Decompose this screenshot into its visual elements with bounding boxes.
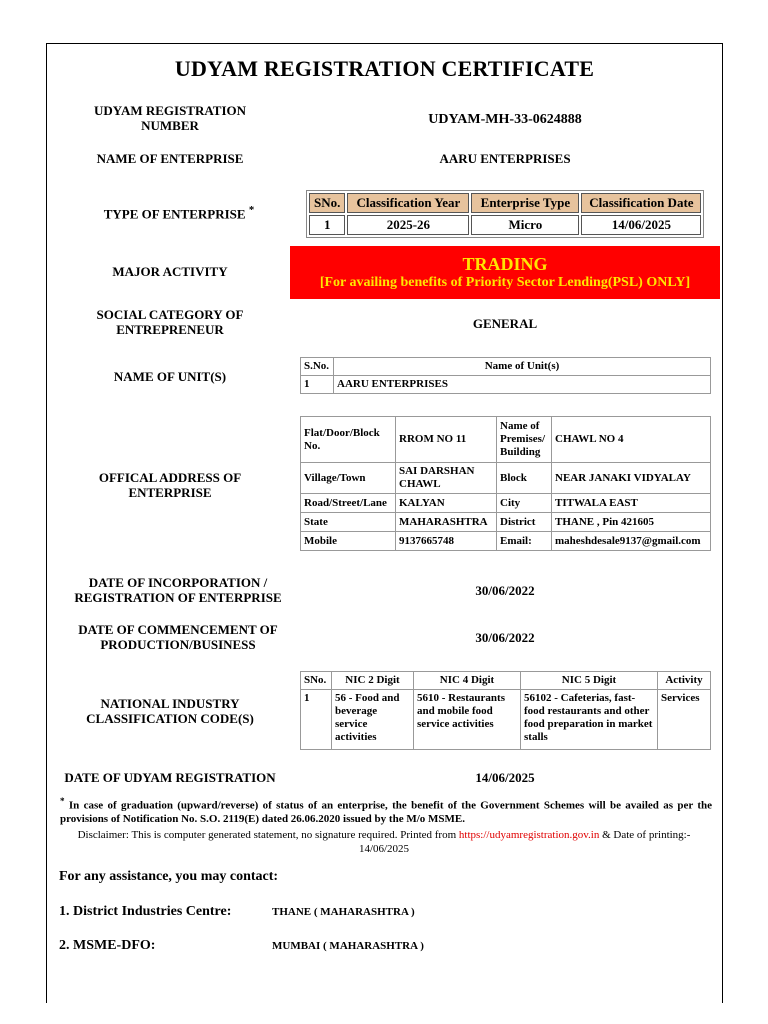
major-activity-value: TRADING [462,254,548,274]
major-activity-label: MAJOR ACTIVITY [112,264,228,279]
enterprise-name-value: AARU ENTERPRISES [439,151,571,166]
classification-header-row [309,193,701,213]
address-field-value: MAHARASHTRA [396,513,497,532]
col-header: NIC 2 Digit [332,672,414,690]
table-cell: 56102 - Cafeterias, fast-food restaurants and other food preparation in market stalls [521,690,658,750]
address-field-label: State [301,513,396,532]
address-field-value: KALYAN [396,494,497,513]
address-field-label: Email: [497,532,552,551]
table-cell: 1 [301,690,332,750]
major-activity-banner [290,246,720,299]
footnote-star: * [60,796,65,806]
classification-table [306,190,704,238]
table-cell: Services [658,690,711,750]
certificate-title: UDYAM REGISTRATION CERTIFICATE [174,56,595,81]
col-header: SNo. [301,672,332,690]
address-label: OFFICAL ADDRESS OF ENTERPRISE [98,470,242,500]
registration-number-value: UDYAM-MH-33-0624888 [428,112,582,127]
address-row [301,463,711,494]
table-cell: AARU ENTERPRISES [334,376,711,394]
disclaimer-text: Disclaimer: This is computer generated statement, no signature required. Printed from [77,829,459,841]
table-cell: 5610 - Restaurants and mobile food service activities [414,690,521,750]
col-header: NIC 4 Digit [414,672,521,690]
col-header: Classification Date [581,193,701,213]
nic-label: NATIONAL INDUSTRY CLASSIFICATION CODE(S) [86,696,254,726]
address-field-label: Mobile [301,532,396,551]
address-field-value: CHAWL NO 4 [552,417,711,463]
table-cell: 1 [309,215,345,235]
incorporation-label: DATE OF INCORPORATION / REGISTRATION OF ENTERPRISE [74,575,282,605]
nic-header-row [301,672,711,690]
address-row [301,494,711,513]
col-header: Classification Year [347,193,469,213]
footnote-text: In case of graduation (upward/reverse) of status of an enterprise, the benefit of the Government Schemes will be availed as per the provisions of Notification No. S.O. 2119(E) dated 26.06.2020 issued by the M/o MSME. [60,799,712,825]
footnote [60,795,712,826]
commencement-label: DATE OF COMMENCEMENT OF PRODUCTION/BUSINESS [78,622,278,652]
units-label: NAME OF UNIT(S) [113,369,227,384]
registration-number-label: UDYAM REGISTRATION NUMBER [93,103,247,133]
footnote-star: * [248,204,255,216]
nic-table [300,671,711,750]
disclaimer-text: & Date of printing:- [599,829,691,841]
dfo-value: MUMBAI ( MAHARASHTRA ) [272,940,424,952]
udyam-link[interactable]: https://udyamregistration.gov.in [458,829,600,841]
address-field-label: Flat/Door/Block No. [301,417,396,463]
major-activity-note: [For availing benefits of Priority Sector Lending(PSL) ONLY] [319,275,691,290]
col-header: Name of Unit(s) [334,358,711,376]
udyam-date-value: 14/06/2025 [475,770,535,785]
dic-value: THANE ( MAHARASHTRA ) [272,906,415,918]
units-row [301,376,711,394]
address-field-value: SAI DARSHAN CHAWL [396,463,497,494]
address-field-value: NEAR JANAKI VIDYALAY [552,463,711,494]
units-table [300,357,711,394]
commencement-value: 30/06/2022 [475,630,535,645]
address-field-label: Village/Town [301,463,396,494]
classification-row [309,215,701,235]
enterprise-name-label: NAME OF ENTERPRISE [96,151,244,166]
print-date: 14/06/2025 [358,843,410,855]
col-header: S.No. [301,358,334,376]
address-field-value: RROM NO 11 [396,417,497,463]
table-cell: Micro [471,215,579,235]
udyam-date-label: DATE OF UDYAM REGISTRATION [64,770,276,785]
address-row [301,532,711,551]
social-category-label: SOCIAL CATEGORY OF ENTREPRENEUR [96,307,244,337]
address-field-value: maheshdesale9137@gmail.com [552,532,711,551]
dic-label: 1. District Industries Centre: [59,904,232,919]
col-header: SNo. [309,193,345,213]
table-cell: 2025-26 [347,215,469,235]
address-row [301,417,711,463]
nic-row [301,690,711,750]
col-header: Activity [658,672,711,690]
address-table [300,416,711,551]
incorporation-value: 30/06/2022 [475,583,535,598]
address-field-label: District [497,513,552,532]
units-header-row [301,358,711,376]
table-cell: 1 [301,376,334,394]
social-category-value: GENERAL [472,316,538,331]
address-field-label: City [497,494,552,513]
address-field-value: TITWALA EAST [552,494,711,513]
enterprise-type-label [60,203,298,221]
table-cell: 14/06/2025 [581,215,701,235]
address-field-label: Name of Premises/ Building [497,417,552,463]
table-cell: 56 - Food and beverage service activities [332,690,414,750]
col-header: Enterprise Type [471,193,579,213]
address-row [301,513,711,532]
col-header: NIC 5 Digit [521,672,658,690]
disclaimer [56,828,712,856]
address-field-value: THANE , Pin 421605 [552,513,711,532]
address-field-label: Block [497,463,552,494]
contact-heading: For any assistance, you may contact: [59,869,279,884]
enterprise-type-label-text: TYPE OF ENTERPRISE [103,206,246,222]
dfo-label: 2. MSME-DFO: [59,938,156,953]
address-field-value: 9137665748 [396,532,497,551]
address-field-label: Road/Street/Lane [301,494,396,513]
